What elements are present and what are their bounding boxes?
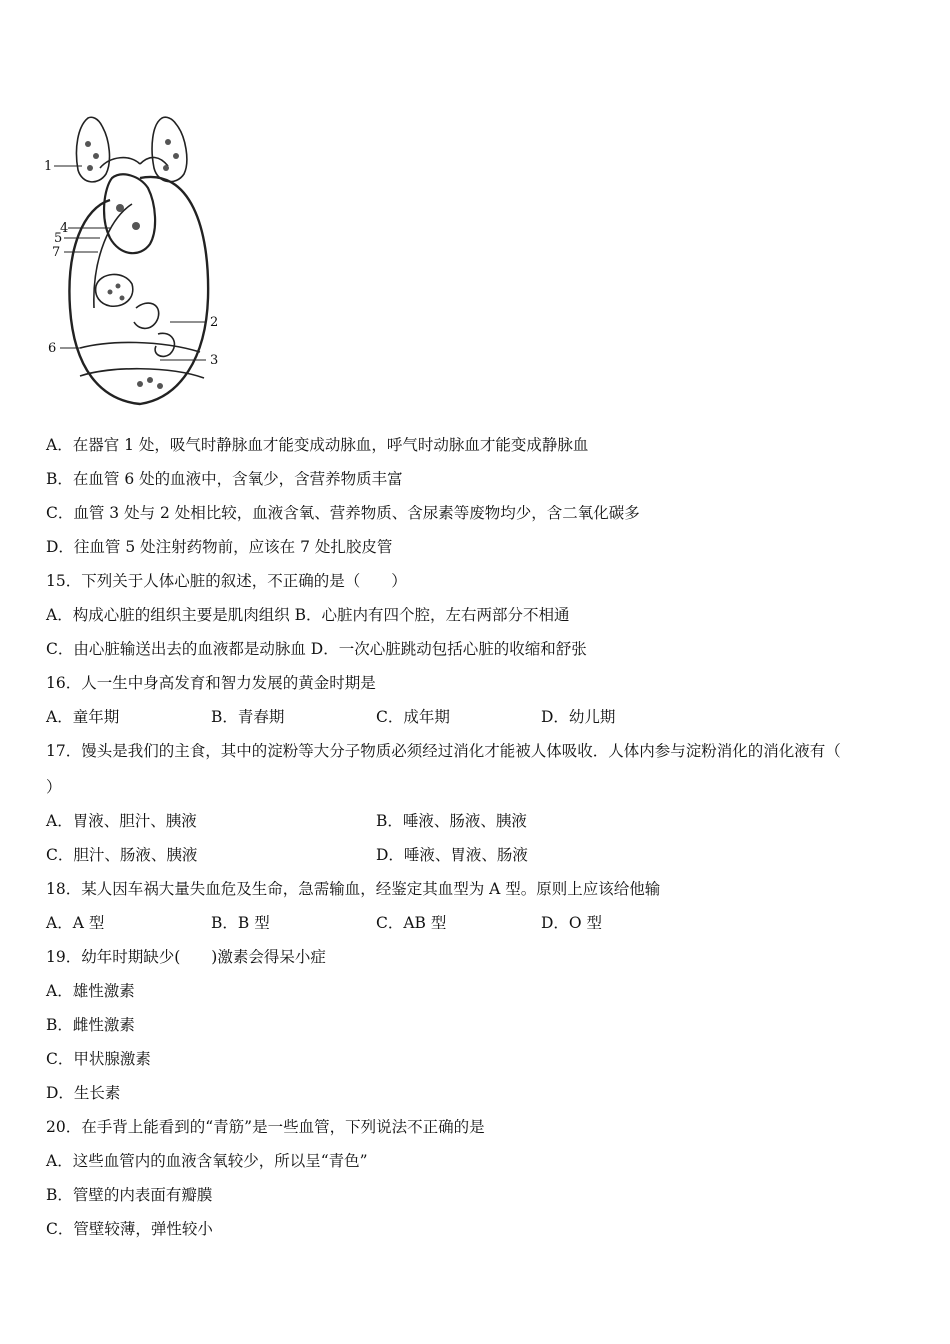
q19-option-c: C．甲状腺激素 [46, 1050, 151, 1068]
q16-stem: 16．人一生中身高发育和智力发展的黄金时期是 [46, 674, 376, 692]
q15-options-ab: A．构成心脏的组织主要是肌肉组织 B．心脏内有四个腔，左右两部分不相通 [46, 606, 570, 624]
circulation-diagram [40, 108, 240, 418]
q20-option-c: C．管壁较薄，弹性较小 [46, 1220, 213, 1238]
q17-option-a: A．胃液、胆汁、胰液 [46, 812, 197, 830]
q17-stem-line2: ） [46, 778, 62, 796]
q20-stem: 20．在手背上能看到的“青筋”是一些血管，下列说法不正确的是 [46, 1118, 485, 1136]
q17-option-c: C．胆汁、肠液、胰液 [46, 846, 198, 864]
figure-label-5: 5 [54, 231, 63, 246]
q18-stem: 18．某人因车祸大量失血危及生命，急需输血，经鉴定其血型为 A 型。原则上应该给他输 [46, 880, 661, 898]
q14-option-c: C．血管 3 处与 2 处相比较，血液含氧、营养物质、含尿素等废物均少，含二氧化碳多 [46, 504, 640, 522]
figure-label-4: 4 [60, 221, 69, 236]
q19-option-a: A．雄性激素 [46, 982, 135, 1000]
q17-stem-line1: 17．馒头是我们的主食，其中的淀粉等大分子物质必须经过消化才能被人体吸收．人体内参与淀粉消化的消化液有（ [46, 742, 841, 760]
figure-label-7: 7 [52, 245, 61, 260]
q18-option-b: B．B 型 [211, 914, 270, 932]
vessel-inner [94, 204, 132, 308]
q14-option-d: D．往血管 5 处注射药物前，应该在 7 处扎胶皮管 [46, 538, 393, 556]
q16-option-a: A．童年期 [46, 708, 120, 726]
q19-stem: 19．幼年时期缺少( )激素会得呆小症 [46, 948, 326, 966]
q15-options-cd: C．由心脏输送出去的血液都是动脉血 D．一次心脏跳动包括心脏的收缩和舒张 [46, 640, 587, 658]
q20-option-a: A．这些血管内的血液含氧较少，所以呈“青色” [46, 1152, 368, 1170]
figure-label-1: 1 [44, 159, 53, 174]
heart [104, 174, 155, 253]
q17-option-d: D．唾液、胃液、肠液 [376, 846, 528, 864]
figure-label-6: 6 [48, 341, 57, 356]
q18-option-a: A．A 型 [46, 914, 105, 932]
q19-option-d: D．生长素 [46, 1084, 121, 1102]
systemic-loop [69, 177, 208, 404]
circulation-diagram-svg [40, 108, 240, 418]
q16-option-b: B．青春期 [211, 708, 285, 726]
q16-option-d: D．幼儿期 [541, 708, 616, 726]
q15-stem: 15．下列关于人体心脏的叙述，不正确的是（ ） [46, 572, 407, 590]
vessel-lower [80, 342, 200, 352]
right-lung [152, 117, 187, 181]
stomach [134, 303, 159, 328]
figure-label-2: 2 [210, 315, 219, 330]
left-lung [76, 117, 109, 182]
q16-option-c: C．成年期 [376, 708, 450, 726]
q18-option-d: D．O 型 [541, 914, 603, 932]
q14-option-a: A．在器官 1 处，吸气时静脉血才能变成动脉血，呼气时动脉血才能变成静脉血 [46, 436, 589, 454]
liver [96, 274, 133, 306]
q19-option-b: B．雌性激素 [46, 1016, 135, 1034]
figure-label-3: 3 [210, 353, 219, 368]
q18-option-c: C．AB 型 [376, 914, 447, 932]
q14-option-b: B．在血管 6 处的血液中，含氧少，含营养物质丰富 [46, 470, 403, 488]
q17-option-b: B．唾液、肠液、胰液 [376, 812, 527, 830]
q20-option-b: B．管壁的内表面有瓣膜 [46, 1186, 213, 1204]
